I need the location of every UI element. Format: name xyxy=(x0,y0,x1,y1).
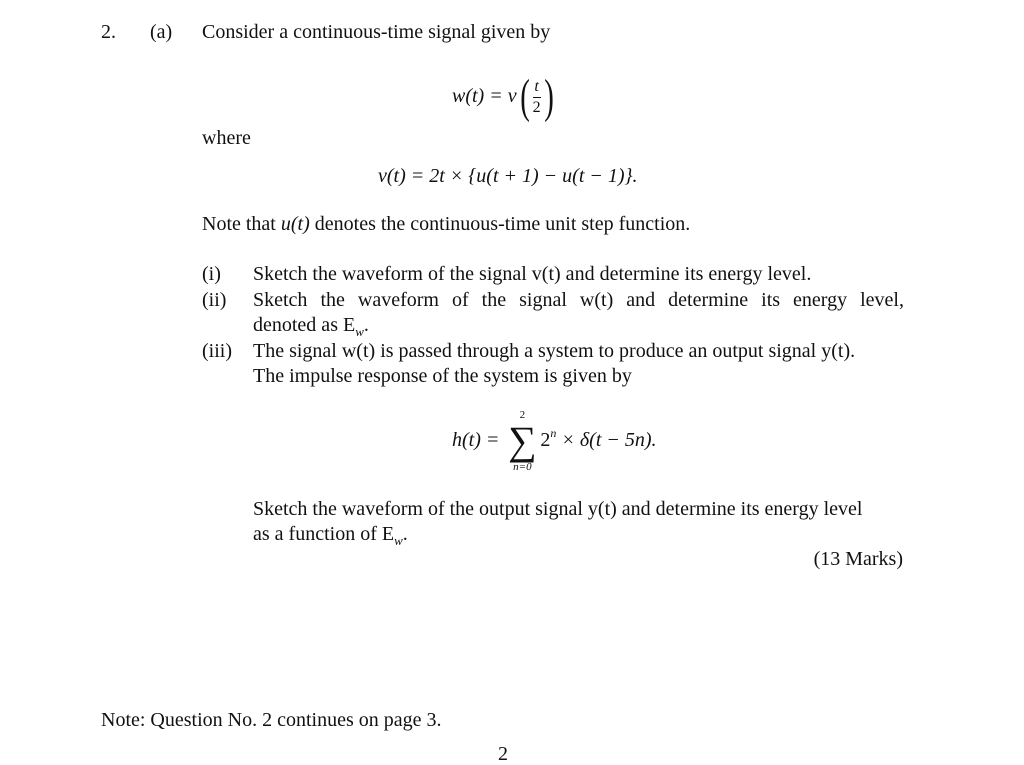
equation-w-lhs: w(t) = v xyxy=(452,85,517,107)
fraction-denominator: 2 xyxy=(532,98,541,116)
right-paren-icon: ) xyxy=(543,70,554,124)
summation-upper-limit: 2 xyxy=(519,409,526,422)
footer-note: Note: Question No. 2 continues on page 3. xyxy=(101,709,442,731)
item-i-label: (i) xyxy=(202,263,221,285)
final-instruction-line2: as a function of $E_w$. xyxy=(253,523,408,548)
term-base: 2 xyxy=(540,429,551,451)
where-text: where xyxy=(202,127,251,149)
summation-lower-limit: n=0 xyxy=(513,461,532,474)
part-label: (a) xyxy=(150,21,173,43)
question-number: 2. xyxy=(101,21,116,43)
note-step-function: Note that u(t) denotes the continuous-time unit step function. xyxy=(202,213,691,235)
item-ii-label: (ii) xyxy=(202,289,227,311)
equation-h xyxy=(452,408,657,474)
item-iii-text-line1: The signal w(t) is passed through a system to produce an output signal y(t). xyxy=(253,340,856,362)
final-instruction-line1: Sketch the waveform of the output signal y(t) and determine its energy level xyxy=(253,498,863,520)
item-ii-text-line2: denoted as $E_w$. xyxy=(253,314,369,339)
summation xyxy=(504,409,540,473)
equation-h-lhs: h(t) = xyxy=(452,429,500,451)
term-rest: × δ(t − 5n). xyxy=(561,429,657,451)
item-iii-text-line2: The impulse response of the system is given by xyxy=(253,365,632,387)
left-paren-icon: ( xyxy=(519,70,530,124)
sigma-icon: ∑ xyxy=(508,418,537,464)
intro-text: Consider a continuous-time signal given by xyxy=(202,21,551,43)
fraction-numerator: t xyxy=(534,77,539,95)
equation-v: v(t) = 2t × {u(t + 1) − u(t − 1)}. xyxy=(378,165,638,187)
item-ii-text-line1: Sketch the waveform of the signal w(t) and determine its energy level, xyxy=(253,289,904,311)
fraction-t-over-2 xyxy=(533,78,541,117)
item-i-text: Sketch the waveform of the signal v(t) and determine its energy level. xyxy=(253,263,812,285)
page-number: 2 xyxy=(498,743,508,765)
term-exponent: n xyxy=(550,426,557,440)
marks: (13 Marks) xyxy=(813,548,903,570)
equation-w xyxy=(452,70,557,124)
item-iii-label: (iii) xyxy=(202,340,232,362)
